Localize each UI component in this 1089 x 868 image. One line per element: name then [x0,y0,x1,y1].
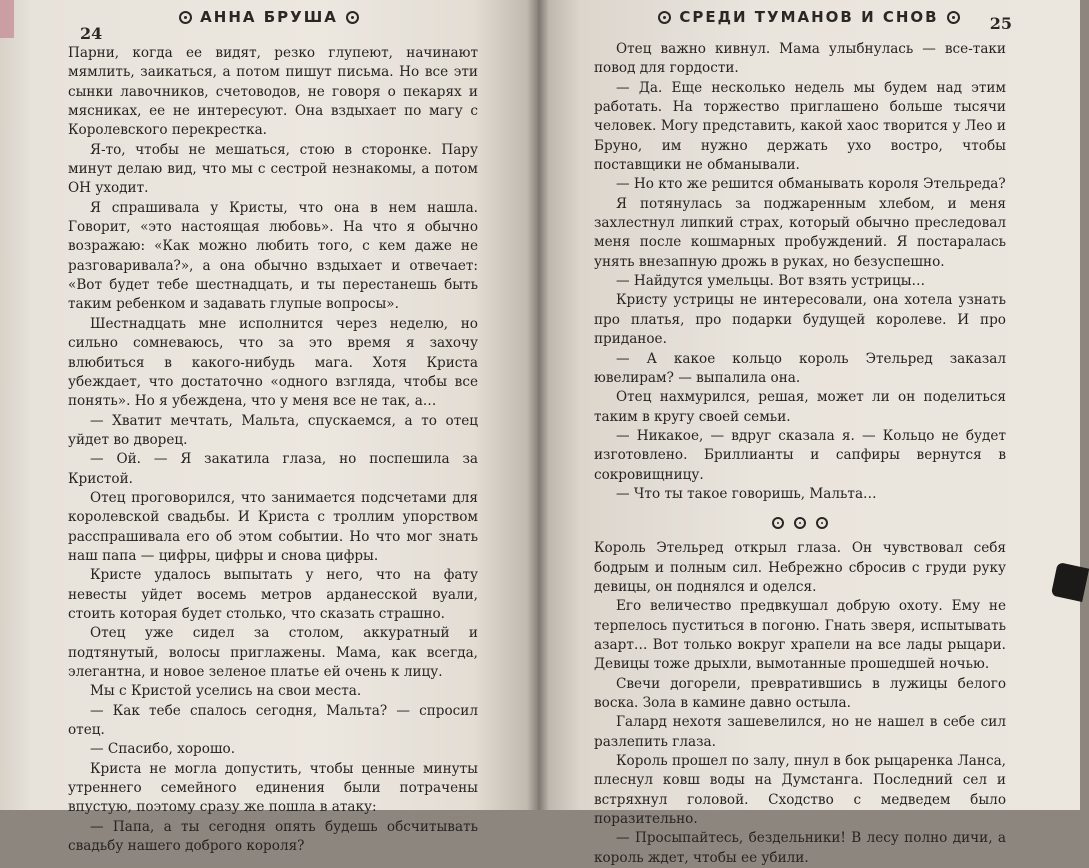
ornament-icon [658,11,671,24]
paragraph: — А какое кольцо король Этельред заказал ювелирам? — выпалила она. [594,350,1006,386]
section-break-ornament [594,516,1006,530]
paragraph: — Что ты такое говоришь, Мальта… [616,485,877,502]
ornament-icon [794,517,806,529]
paragraph: Я потянулась за поджаренным хлебом, и меня захлестнул липкий страх, который обычно преследовал меня после кошмарных пробуждений. Я постаралась унять внезапную дрожь в руках, но безуспешно. [594,195,1006,270]
paragraph: — Спасибо, хорошо. [90,741,236,758]
ornament-icon [772,517,784,529]
paragraph: — Но кто же решится обманывать короля Этельреда? [616,176,1006,193]
paragraph: Шестнадцать мне исполнится через неделю, но сильно сомневаюсь, что за это время я захочу влюбиться в какого-нибудь мага. Хотя Криста убеждает, что достаточно «одного взгляда, чтобы все понять». Но я убеждена, что у меня все не так, а… [68,315,478,410]
right-page-number: 25 [989,14,1012,33]
ornament-icon [179,11,192,24]
paragraph: — Папа, а ты сегодня опять будешь обсчитывать свадьбу нашего доброго короля? [68,818,478,855]
paragraph: — Да. Еще несколько недель мы будем над этим работать. На торжество приглашено больше тысячи человек. Могу представить, какой хаос творится у Лео и Бруно, им нужно держать ухо востро, чтобы поставщики не обманывали. [594,79,1006,174]
right-page-body [594,40,1006,868]
paragraph: Король прошел по залу, пнул в бок рыцаренка Ланса, плеснул ковш воды на Думстанга. Последний сел и встряхнул головой. Сходство с медведем было поразительно. [594,753,1006,828]
paragraph: Я спрашивала у Кристы, что она в нем нашла. Говорит, «это настоящая любовь». На что я обычно возражаю: «Как можно любить того, с кем даже не разговаривала?», а она обычно вздыхает и отвечает: «Вот будет тебе шестнадцать, и ты перестанешь быть таким ребенком и задавать глупые вопросы». [68,199,478,313]
paragraph: Отец проговорился, что занимается подсчетами для королевской свадьбы. И Криста с троллим упорством расспрашивала его об этом событии. Но что мог знать наш папа — цифры, цифры и снова цифры. [68,489,478,564]
author-name: АННА БРУША [200,8,338,26]
paragraph: Криста не могла допустить, чтобы ценные минуты утреннего семейного единения были потрачены впустую, поэтому сразу же пошла в атаку: [68,760,478,816]
paragraph: — Просыпайтесь, бездельники! В лесу полно дичи, а король ждет, чтобы ее убили. [594,830,1006,866]
ornament-icon [346,11,359,24]
paragraph: Отец уже сидел за столом, аккуратный и подтянутый, волосы приглажены. Мама, как всегда, элегантна, и новое зеленое платье ей очень к лицу. [68,625,478,680]
paragraph: Свечи догорели, превратившись в лужицы белого воска. Зола в камине давно остыла. [594,675,1006,711]
paragraph: Его величество предвкушал добрую охоту. Ему не терпелось пуститься в погоню. Гнать зверя, испытывать азарт… Вот только вокруг храпели на все лады рыцари. Девицы тоже дрыхли, вымотанные прошедшей ночью. [594,598,1006,673]
book-title: СРЕДИ ТУМАНОВ И СНОВ [679,8,939,26]
book-gutter [527,0,549,810]
paragraph: Кристу устрицы не интересовали, она хотела узнать про платья, про подарки будущей королеве. И про приданое. [594,292,1006,348]
paragraph: Отец нахмурился, решая, может ли он поделиться таким в кругу своей семьи. [594,389,1006,425]
paragraph: — Хватит мечтать, Мальта, спускаемся, а то отец уйдет во дворец. [68,412,478,448]
ornament-icon [816,517,828,529]
ornament-icon [947,11,960,24]
paragraph: Король Этельред открыл глаза. Он чувствовал себя бодрым и полным сил. Небрежно сбросив с груди руку девицы, он поднялся и оделся. [594,540,1006,595]
paragraph: Отец важно кивнул. Мама улыбнулась — все-таки повод для гордости. [594,41,1006,77]
left-page-body [68,44,478,856]
paragraph: Я-то, чтобы не мешаться, стою в сторонке. Пару минут делаю вид, что мы с сестрой незнакомы, а потом ОН уходит. [68,141,478,197]
paragraph: — Никакое, — вдруг сказала я. — Кольцо не будет изготовлено. Бриллианты и сапфиры вернутся в сокровищницу. [594,427,1006,483]
paragraph: Парни, когда ее видят, резко глупеют, начинают мямлить, заикаться, а потом пишут письма. Но все эти сынки лавочников, счетоводов, не говоря о пекарях и мясниках, ее не интересуют. Она вздыхает по магу с Королевского перекрестка. [68,45,478,139]
paragraph: Мы с Кристой уселись на свои места. [90,683,362,700]
paragraph: — Найдутся умельцы. Вот взять устрицы… [616,273,926,290]
left-page [0,0,538,855]
paragraph: — Ой. — Я закатила глаза, но поспешила за Кристой. [68,451,478,487]
book-clip [1051,562,1089,602]
right-page [538,0,1080,866]
left-page-number: 24 [80,24,103,43]
paragraph: Кристе удалось выпытать у него, что на фату невесты уйдет восемь метров арданесской вуали, стоить которая будет столько, что сказать страшно. [68,567,478,622]
paragraph: — Как тебе спалось сегодня, Мальта? — спросил отец. [68,702,478,739]
paragraph: Галард нехотя зашевелился, но не нашел в себе сил разлепить глаза. [594,714,1006,750]
